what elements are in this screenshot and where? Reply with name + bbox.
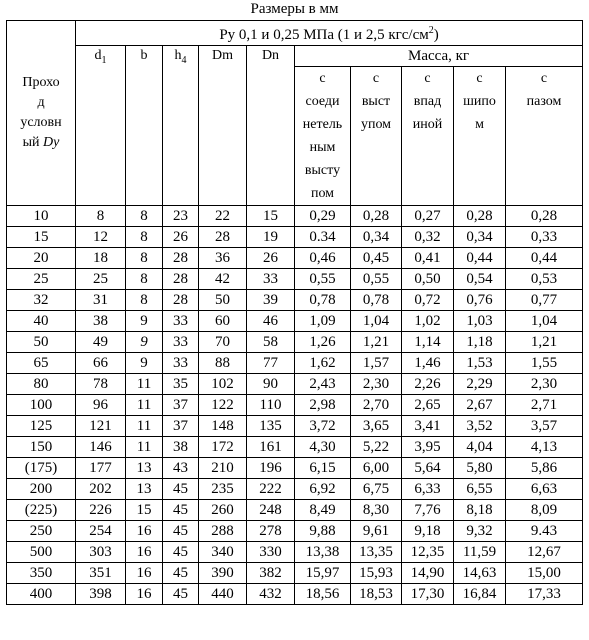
dy-symbol: Dy [43,135,60,150]
row-nominal-bore: (225) [7,500,76,521]
table-cell: 23 [163,206,199,227]
mass-col5-line2: пазом [526,94,562,109]
table-cell: 2,26 [402,374,454,395]
table-cell: 0,44 [506,248,583,269]
table-cell: 19 [247,227,295,248]
table-cell: 78 [76,374,126,395]
table-cell: 0,28 [506,206,583,227]
table-row [7,206,583,227]
table-row [7,479,583,500]
row-nominal-bore: 40 [7,311,76,332]
table-cell: 3,72 [295,416,351,437]
dy-line-1: Прохо [22,75,60,90]
table-cell: 8 [126,227,163,248]
table-cell: 33 [163,353,199,374]
table-cell: 0,29 [295,206,351,227]
table-cell: 50 [199,290,247,311]
col-mass-projection [351,67,402,206]
table-cell: 18 [76,248,126,269]
row-nominal-bore: 350 [7,563,76,584]
table-cell: 12,67 [506,542,583,563]
table-cell: 26 [163,227,199,248]
table-cell: 38 [76,311,126,332]
table-row [7,311,583,332]
mass-col1-line3: нетель [302,117,343,132]
table-cell: 58 [247,332,295,353]
table-cell: 210 [199,458,247,479]
table-cell: 39 [247,290,295,311]
table-cell: 5,64 [402,458,454,479]
table-cell: 222 [247,479,295,500]
table-cell: 16 [126,542,163,563]
table-cell: 5,22 [351,437,402,458]
table-cell: 5,80 [454,458,506,479]
table-cell: 1,04 [351,311,402,332]
table-cell: 88 [199,353,247,374]
table-cell: 35 [163,374,199,395]
table-cell: 1,57 [351,353,402,374]
row-nominal-bore: 25 [7,269,76,290]
col-h4-base: h [174,48,182,63]
table-cell: 1,62 [295,353,351,374]
table-cell: 340 [199,542,247,563]
table-cell: 0,72 [402,290,454,311]
mass-group-header: Масса, кг [295,46,583,67]
col-dm [199,46,247,206]
table-cell: 16,84 [454,584,506,605]
table-row [7,521,583,542]
table-cell: 14,63 [454,563,506,584]
table-cell: 0,28 [454,206,506,227]
table-cell: 303 [76,542,126,563]
table-cell: 11 [126,395,163,416]
table-cell: 148 [199,416,247,437]
table-cell: 0,28 [351,206,402,227]
table-row [7,395,583,416]
table-cell: 1,55 [506,353,583,374]
row-nominal-bore: 15 [7,227,76,248]
table-cell: 0,76 [454,290,506,311]
dy-line-3: условн [20,115,62,130]
table-cell: 8 [76,206,126,227]
col-d1-sub: 1 [101,54,107,66]
table-cell: 11 [126,416,163,437]
table-cell: 18,56 [295,584,351,605]
mass-col3-line1: с [424,71,431,86]
table-cell: 288 [199,521,247,542]
table-cell: 122 [199,395,247,416]
table-cell: 28 [163,269,199,290]
table-cell: 2,30 [506,374,583,395]
table-cell: 70 [199,332,247,353]
table-cell: 12 [76,227,126,248]
row-nominal-bore: 500 [7,542,76,563]
table-cell: 0,46 [295,248,351,269]
table-cell: 45 [163,584,199,605]
table-cell: 1,09 [295,311,351,332]
table-cell: 15,00 [506,563,583,584]
table-cell: 2,29 [454,374,506,395]
table-cell: 17,33 [506,584,583,605]
table-row [7,332,583,353]
table-cell: 13,38 [295,542,351,563]
row-nominal-bore: 400 [7,584,76,605]
mass-col3-line3: иной [412,117,443,132]
table-cell: 226 [76,500,126,521]
table-cell: 390 [199,563,247,584]
table-cell: 2,98 [295,395,351,416]
table-row [7,563,583,584]
mass-col1-line1: с [319,71,326,86]
row-nominal-bore: 80 [7,374,76,395]
table-cell: 0,54 [454,269,506,290]
table-cell: 2,30 [351,374,402,395]
col-mass-recess [402,67,454,206]
table-cell: 1,18 [454,332,506,353]
mass-col1-line4: ным [309,140,336,155]
col-h4-sub: 4 [181,54,187,66]
mass-col5-line1: с [540,71,548,86]
row-nominal-bore: 10 [7,206,76,227]
table-cell: 46 [247,311,295,332]
table-cell: 0,53 [506,269,583,290]
table-cell: 16 [126,521,163,542]
table-cell: 0,78 [295,290,351,311]
table-cell: 1,21 [506,332,583,353]
table-cell: 49 [76,332,126,353]
table-cell: 1,03 [454,311,506,332]
table-cell: 9,88 [295,521,351,542]
table-cell: 3,57 [506,416,583,437]
table-cell: 135 [247,416,295,437]
table-row [7,353,583,374]
table-cell: 1,04 [506,311,583,332]
table-cell: 45 [163,563,199,584]
table-cell: 248 [247,500,295,521]
table-cell: 13,35 [351,542,402,563]
table-cell: 33 [247,269,295,290]
row-nominal-bore: 150 [7,437,76,458]
row-nominal-bore: 125 [7,416,76,437]
table-cell: 398 [76,584,126,605]
table-cell: 8 [126,248,163,269]
table-cell: 0,55 [351,269,402,290]
table-cell: 11,59 [454,542,506,563]
mass-col1-line2: соеди [305,94,340,109]
table-cell: 6,75 [351,479,402,500]
col-h4 [163,46,199,206]
row-nominal-bore: 65 [7,353,76,374]
row-nominal-bore: 32 [7,290,76,311]
table-row [7,584,583,605]
table-cell: 9,32 [454,521,506,542]
table-cell: 36 [199,248,247,269]
table-cell: 0,41 [402,248,454,269]
table-cell: 6,92 [295,479,351,500]
table-cell: 6,63 [506,479,583,500]
table-cell: 330 [247,542,295,563]
col-b [126,46,163,206]
table-cell: 16 [126,563,163,584]
table-cell: 0,34 [454,227,506,248]
table-cell: 11 [126,374,163,395]
row-nominal-bore: 20 [7,248,76,269]
table-cell: 382 [247,563,295,584]
table-row [7,248,583,269]
table-cell: 260 [199,500,247,521]
table-cell: 4,30 [295,437,351,458]
table-cell: 8,49 [295,500,351,521]
table-cell: 4,04 [454,437,506,458]
mass-col1-line5: высту [304,163,341,178]
table-row [7,227,583,248]
col-mass-tongue [454,67,506,206]
table-cell: 1,02 [402,311,454,332]
table-cell: 9 [126,311,163,332]
table-cell: 0,33 [506,227,583,248]
table-cell: 28 [199,227,247,248]
table-cell: 96 [76,395,126,416]
table-cell: 121 [76,416,126,437]
table-cell: 9 [126,332,163,353]
table-cell: 110 [247,395,295,416]
table-cell: 15 [247,206,295,227]
col-d1 [76,46,126,206]
table-cell: 2,70 [351,395,402,416]
table-cell: 3,41 [402,416,454,437]
table-cell: 11 [126,437,163,458]
table-cell: 8 [126,206,163,227]
table-cell: 0.34 [295,227,351,248]
table-cell: 2,65 [402,395,454,416]
table-cell: 9.43 [506,521,583,542]
table-cell: 13 [126,479,163,500]
table-cell: 15,97 [295,563,351,584]
row-nominal-bore: 250 [7,521,76,542]
table-cell: 0,32 [402,227,454,248]
table-cell: 16 [126,584,163,605]
table-row [7,416,583,437]
table-cell: 202 [76,479,126,500]
mass-col2-line3: упом [360,117,392,132]
table-cell: 172 [199,437,247,458]
table-cell: 1,53 [454,353,506,374]
table-cell: 102 [199,374,247,395]
table-cell: 0,50 [402,269,454,290]
table-cell: 17,30 [402,584,454,605]
table-cell: 2,43 [295,374,351,395]
table-cell: 60 [199,311,247,332]
table-cell: 9,61 [351,521,402,542]
table-cell: 31 [76,290,126,311]
col-mass-connecting-projection [295,67,351,206]
table-cell: 9 [126,353,163,374]
table-cell: 8,18 [454,500,506,521]
table-cell: 8,09 [506,500,583,521]
dy-line-4: ый [22,135,40,150]
table-cell: 0,55 [295,269,351,290]
table-cell: 28 [163,290,199,311]
table-row [7,500,583,521]
table-cell: 15,93 [351,563,402,584]
table-cell: 90 [247,374,295,395]
table-cell: 0,27 [402,206,454,227]
table-row [7,437,583,458]
table-cell: 25 [76,269,126,290]
table-cell: 6,55 [454,479,506,500]
table-cell: 2,67 [454,395,506,416]
table-cell: 13 [126,458,163,479]
col-d1-base: d [94,48,102,63]
table-cell: 3,95 [402,437,454,458]
dimensions-table [6,20,583,605]
table-cell: 6,15 [295,458,351,479]
table-cell: 2,71 [506,395,583,416]
table-cell: 0,77 [506,290,583,311]
table-cell: 38 [163,437,199,458]
table-cell: 177 [76,458,126,479]
table-cell: 18,53 [351,584,402,605]
table-row [7,458,583,479]
table-cell: 8 [126,290,163,311]
table-cell: 432 [247,584,295,605]
table-cell: 8 [126,269,163,290]
table-cell: 254 [76,521,126,542]
table-cell: 45 [163,542,199,563]
table-row [7,374,583,395]
pressure-close: ) [433,27,439,43]
table-cell: 43 [163,458,199,479]
table-cell: 37 [163,395,199,416]
table-cell: 235 [199,479,247,500]
table-body [7,206,583,605]
table-cell: 77 [247,353,295,374]
table-cell: 0,44 [454,248,506,269]
pressure-header [76,21,583,46]
col-dn [247,46,295,206]
table-cell: 6,33 [402,479,454,500]
row-nominal-bore: 100 [7,395,76,416]
table-cell: 14,90 [402,563,454,584]
table-cell: 5,86 [506,458,583,479]
table-cell: 196 [247,458,295,479]
table-cell: 45 [163,479,199,500]
table-cell: 3,52 [454,416,506,437]
mass-col3-line2: впад [413,94,442,109]
table-cell: 45 [163,500,199,521]
table-cell: 22 [199,206,247,227]
table-cell: 6,00 [351,458,402,479]
table-cell: 351 [76,563,126,584]
table-cell: 3,65 [351,416,402,437]
table-row [7,269,583,290]
table-cell: 1,46 [402,353,454,374]
col-b-base: b [140,48,148,63]
row-nominal-bore: 50 [7,332,76,353]
mass-col4-line3: м [475,117,484,132]
table-cell: 1,14 [402,332,454,353]
table-cell: 9,18 [402,521,454,542]
table-caption: Размеры в мм [250,1,339,17]
table-cell: 0,78 [351,290,402,311]
row-nominal-bore: 200 [7,479,76,500]
table-row [7,290,583,311]
table-cell: 1,21 [351,332,402,353]
table-cell: 66 [76,353,126,374]
table-cell: 37 [163,416,199,437]
mass-col2-line1: с [372,71,380,86]
table-cell: 161 [247,437,295,458]
dy-line-2: д [37,95,45,110]
table-cell: 12,35 [402,542,454,563]
col-dn-base: Dn [261,48,280,63]
col-mass-groove [506,67,583,206]
table-cell: 8,30 [351,500,402,521]
mass-col1-line6: пом [310,186,335,201]
table-cell: 278 [247,521,295,542]
table-cell: 0,45 [351,248,402,269]
row-nominal-bore: (175) [7,458,76,479]
table-cell: 33 [163,332,199,353]
mass-col4-line2: шипо [463,94,496,109]
pressure-sup: 2 [428,25,434,36]
table-cell: 33 [163,311,199,332]
table-cell: 15 [126,500,163,521]
table-cell: 26 [247,248,295,269]
mass-col2-line2: выст [361,94,391,109]
table-cell: 0,34 [351,227,402,248]
col-dm-base: Dm [212,48,233,63]
table-cell: 7,76 [402,500,454,521]
table-cell: 28 [163,248,199,269]
mass-col4-line1: с [476,71,483,86]
table-cell: 146 [76,437,126,458]
pressure-text: Ру 0,1 и 0,25 МПа (1 и 2,5 кгс/см [219,27,429,43]
table-cell: 440 [199,584,247,605]
table-row [7,542,583,563]
table-cell: 4,13 [506,437,583,458]
table-cell: 42 [199,269,247,290]
table-cell: 1,26 [295,332,351,353]
table-cell: 45 [163,521,199,542]
nominal-bore-header [7,21,76,206]
